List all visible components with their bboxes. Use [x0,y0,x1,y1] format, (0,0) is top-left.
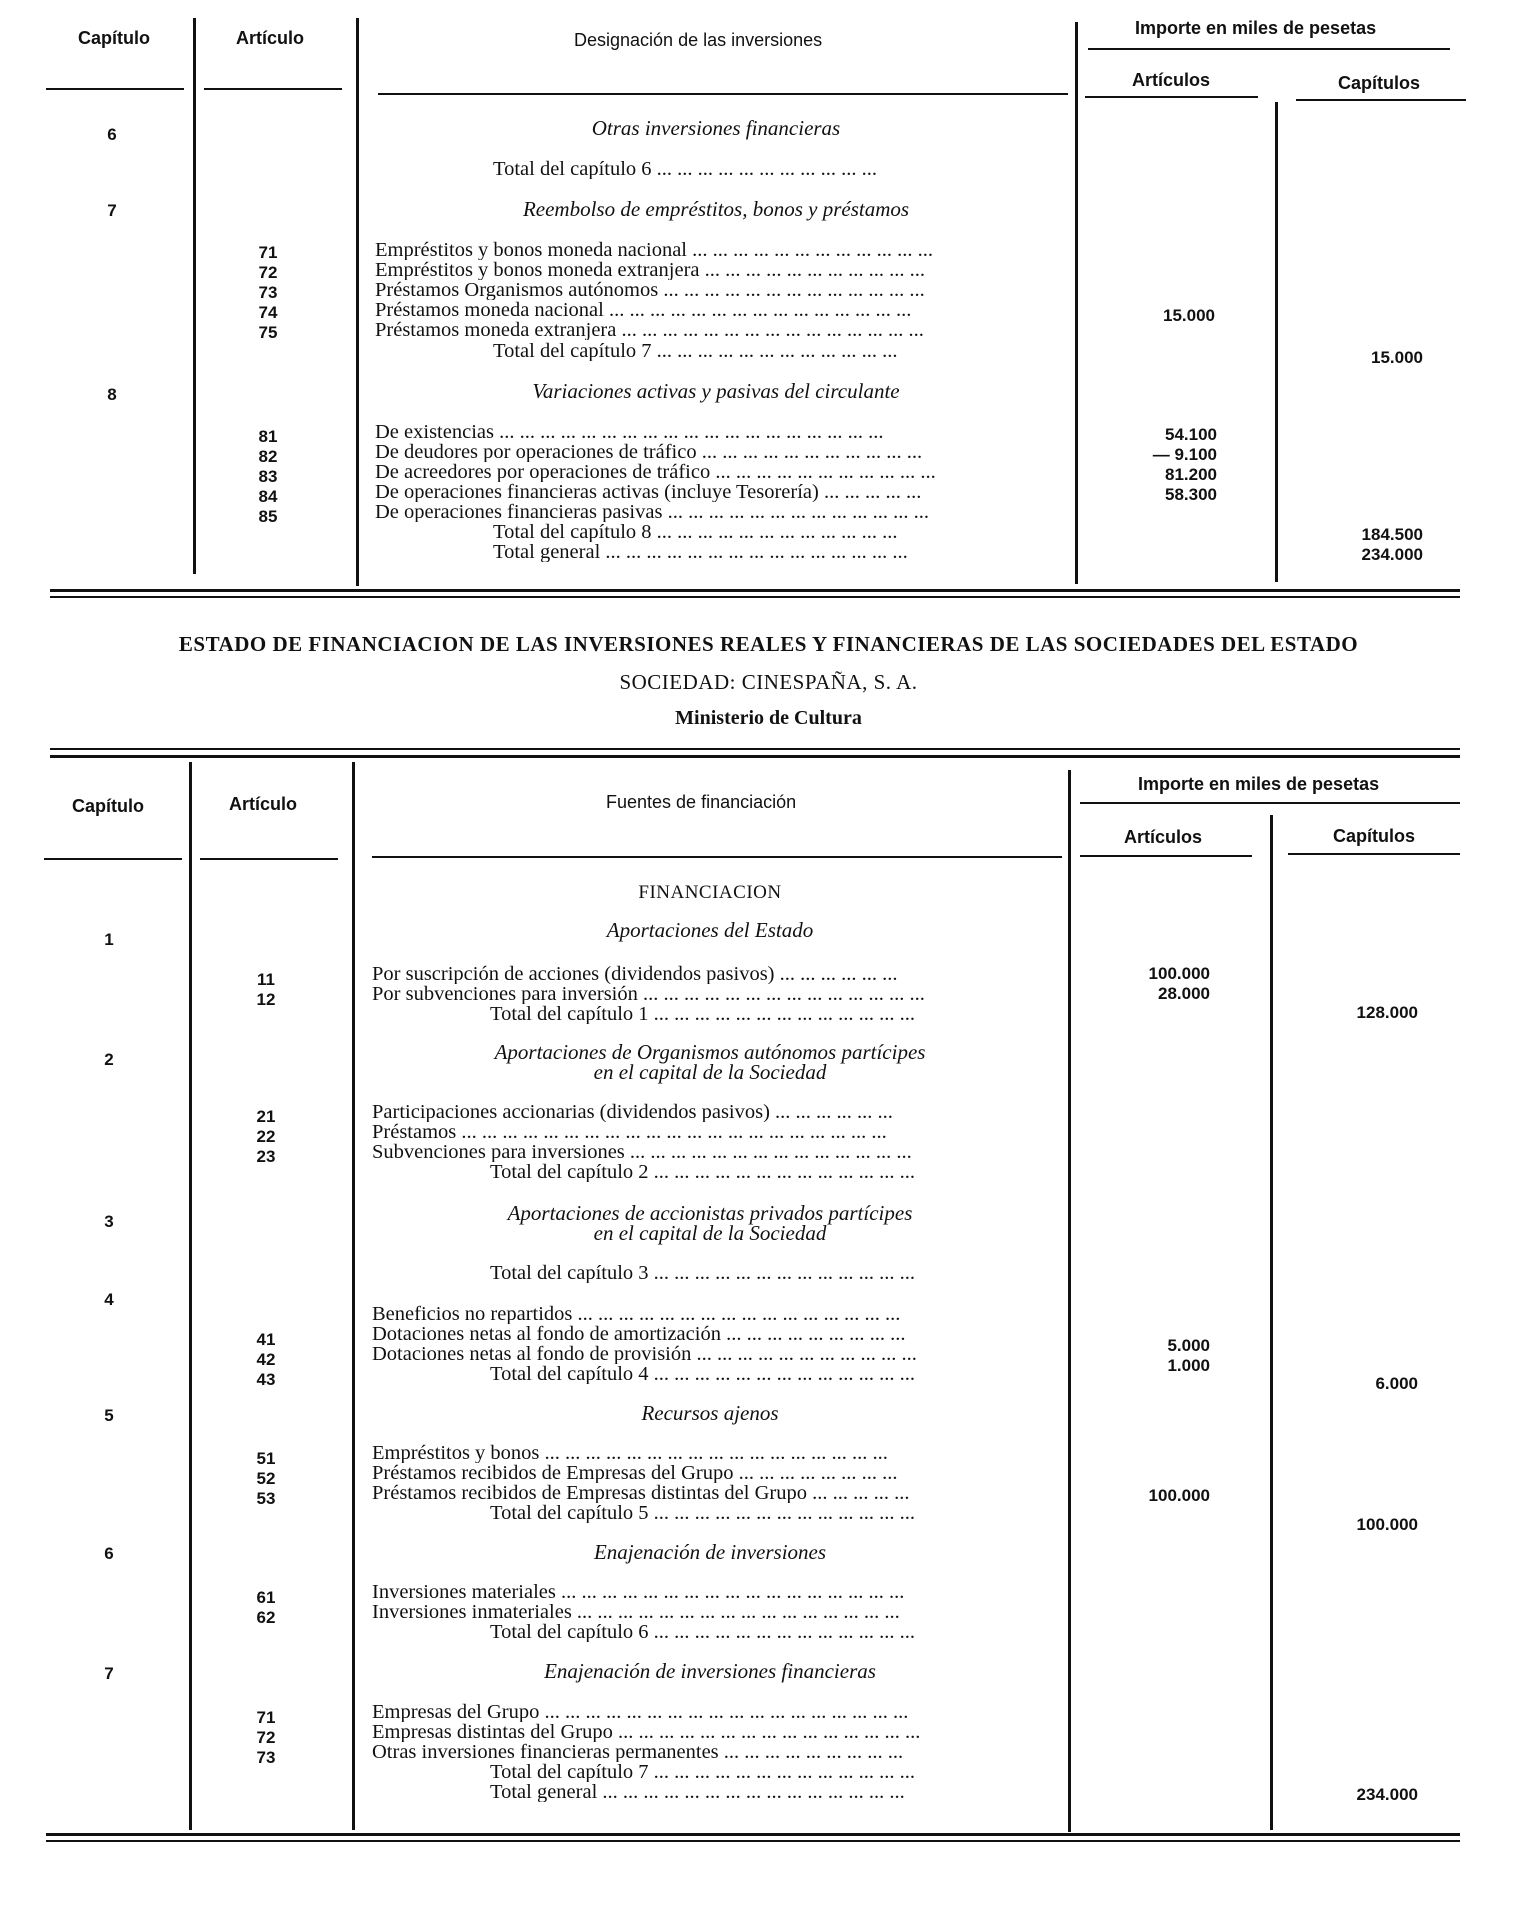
article-number: 62 [256,1608,276,1627]
chapter-total-amount: 15.000 [1371,348,1423,367]
article-description: Beneficios no repartidos ... ... ... ... ... ... ... ... ... ... ... ... ... ... ... ... [372,1304,901,1324]
chapter-title: en el capital de la Sociedad [593,1060,827,1084]
header-rule [1088,48,1450,50]
header-importe: Importe en miles de pesetas [1138,774,1380,794]
header-rule [372,856,1062,858]
article-amount: 81.200 [1165,465,1217,484]
article-amount: 1.000 [1167,1356,1210,1375]
article-number: 71 [256,1708,276,1727]
column-divider [1270,815,1273,1830]
chapter-number: 1 [104,930,114,949]
article-amount: 54.100 [1165,425,1217,444]
chapter-total-label: Total del capítulo 1 ... ... ... ... ... ... ... ... ... ... ... ... ... [490,1004,916,1024]
chapter-title: en el capital de la Sociedad [593,1221,827,1245]
article-amount: 100.000 [1148,964,1210,983]
chapter-title: Variaciones activas y pasivas del circulante [532,379,900,403]
article-number: 85 [258,507,278,526]
article-description: De existencias ... ... ... ... ... ... ... ... ... ... ... ... ... ... ... ... ... ... ... [375,422,884,442]
article-description: De operaciones financieras pasivas ... ... ... ... ... ... ... ... ... ... ... ... ... [375,502,929,522]
article-number: 83 [258,467,278,486]
chapter-title: Reembolso de empréstitos, bonos y préstamos [522,197,910,221]
grand-total-label: Total general ... ... ... ... ... ... ... ... ... ... ... ... ... ... ... [493,542,908,562]
chapter-total-label: Total del capítulo 6 ... ... ... ... ... ... ... ... ... ... ... [493,159,878,179]
chapter-title: Aportaciones del Estado [606,918,814,942]
header-capitulos: Capítulos [1333,826,1416,846]
table-top-rule [50,748,1460,750]
article-description: Préstamos moneda nacional ... ... ... ... ... ... ... ... ... ... ... ... ... ... ... [375,300,912,320]
article-description: Inversiones inmateriales ... ... ... ... ... ... ... ... ... ... ... ... ... ... ... ... [372,1602,900,1622]
column-divider [189,762,192,1830]
header-rule [200,858,338,860]
chapter-number: 7 [104,1664,114,1683]
article-description: Empresas del Grupo ... ... ... ... ... ... ... ... ... ... ... ... ... ... ... ... ... ... [372,1702,909,1722]
chapter-total-label: Total del capítulo 4 ... ... ... ... ... ... ... ... ... ... ... ... ... [490,1364,916,1384]
article-description: Subvenciones para inversiones ... ... ... ... ... ... ... ... ... ... ... ... ... ... [372,1142,912,1162]
chapter-number: 7 [107,201,117,220]
article-description: Por subvenciones para inversión ... ... ... ... ... ... ... ... ... ... ... ... ... ... [372,984,925,1004]
table-bottom-rule [50,596,1460,598]
article-number: 72 [256,1728,276,1747]
header-capitulos: Capítulos [1338,73,1421,93]
article-number: 72 [258,263,278,282]
chapter-number: 4 [104,1290,114,1309]
article-number: 43 [256,1370,276,1389]
article-description: Empréstitos y bonos moneda extranjera ... ... ... ... ... ... ... ... ... ... ... [375,260,925,280]
article-number: 51 [256,1449,276,1468]
article-amount: 5.000 [1167,1336,1210,1355]
chapter-total-amount: 128.000 [1356,1003,1418,1022]
document-title: ESTADO DE FINANCIACION DE LAS INVERSIONES REALES Y FINANCIERAS DE LAS SOCIEDADES DEL ESTADO [178,632,1359,656]
chapter-total-label: Total del capítulo 5 ... ... ... ... ... ... ... ... ... ... ... ... ... [490,1503,916,1523]
article-number: 11 [257,970,275,989]
header-rule [46,88,184,90]
header-articulo: Artículo [229,794,298,814]
chapter-total-amount: 184.500 [1361,525,1423,544]
article-description: Préstamos recibidos de Empresas distintas del Grupo ... ... ... ... ... [372,1483,910,1503]
chapter-number: 5 [104,1406,114,1425]
chapter-number: 3 [104,1212,114,1231]
article-number: 73 [256,1748,276,1767]
article-number: 75 [258,323,278,342]
article-number: 74 [258,303,278,322]
chapter-number: 6 [104,1544,114,1563]
article-description: Participaciones accionarias (dividendos pasivos) ... ... ... ... ... ... [372,1102,893,1122]
chapter-total-label: Total del capítulo 7 ... ... ... ... ... ... ... ... ... ... ... ... ... [490,1762,916,1782]
chapter-total-label: Total del capítulo 2 ... ... ... ... ... ... ... ... ... ... ... ... ... [490,1162,916,1182]
header-capitulo: Capítulo [78,28,150,48]
header-rule [204,88,342,90]
header-rule [1296,99,1466,101]
table-bottom-rule [46,1840,1460,1842]
chapter-number: 8 [107,385,117,404]
header-rule [1288,853,1460,855]
header-articulos: Artículos [1124,827,1203,847]
article-number: 82 [258,447,278,466]
header-rule [1085,96,1258,98]
header-importe: Importe en miles de pesetas [1135,18,1377,38]
chapter-title: Enajenación de inversiones financieras [544,1659,876,1683]
article-amount: 15.000 [1163,306,1215,325]
article-description: Empresas distintas del Grupo ... ... ... ... ... ... ... ... ... ... ... ... ... ... ... [372,1722,921,1742]
header-designacion: Designación de las inversiones [574,30,823,50]
table-top-rule [50,755,1460,758]
article-number: 12 [256,990,276,1009]
header-rule [44,858,182,860]
article-amount: 28.000 [1158,984,1210,1003]
chapter-title: Otras inversiones financieras [591,116,841,140]
article-description: Préstamos moneda extranjera ... ... ... ... ... ... ... ... ... ... ... ... ... ... ... [375,320,924,340]
chapter-title: Aportaciones de Organismos autónomos partícipes [494,1040,926,1064]
header-rule [378,93,1068,95]
article-number: 52 [256,1469,276,1488]
column-divider [1068,770,1071,1832]
chapter-total-label: Total del capítulo 6 ... ... ... ... ... ... ... ... ... ... ... ... ... [490,1622,916,1642]
header-articulo: Artículo [236,28,305,48]
column-divider [1275,102,1278,582]
chapter-total-label: Total del capítulo 3 ... ... ... ... ... ... ... ... ... ... ... ... ... [490,1263,916,1283]
article-amount: 100.000 [1148,1486,1210,1505]
article-description: De deudores por operaciones de tráfico ... ... ... ... ... ... ... ... ... ... ... [375,442,923,462]
article-number: 84 [258,487,278,506]
article-number: 53 [256,1489,276,1508]
header-fuentes: Fuentes de financiación [606,792,797,812]
chapter-title: Aportaciones de accionistas privados partícipes [507,1201,913,1225]
article-description: Préstamos Organismos autónomos ... ... ... ... ... ... ... ... ... ... ... ... ... [375,280,925,300]
article-description: Empréstitos y bonos ... ... ... ... ... ... ... ... ... ... ... ... ... ... ... ... ... [372,1443,888,1463]
ministry-name: Ministerio de Cultura [675,707,862,729]
article-description: De acreedores por operaciones de tráfico ... ... ... ... ... ... ... ... ... ... ... [375,462,936,482]
header-rule [1080,802,1460,804]
company-name: SOCIEDAD: CINESPAÑA, S. A. [619,670,918,694]
article-number: 42 [256,1350,276,1369]
chapter-total-label: Total del capítulo 8 ... ... ... ... ... ... ... ... ... ... ... ... [493,522,898,542]
grand-total-label: Total general ... ... ... ... ... ... ... ... ... ... ... ... ... ... ... [490,1782,905,1802]
header-articulos: Artículos [1132,70,1211,90]
article-description: Inversiones materiales ... ... ... ... ... ... ... ... ... ... ... ... ... ... ... ... ... [372,1582,905,1602]
article-number: 22 [256,1127,276,1146]
chapter-number: 6 [107,125,117,144]
article-number: 61 [256,1588,276,1607]
article-number: 71 [258,243,278,262]
grand-total-amount: 234.000 [1356,1785,1418,1804]
article-description: Por suscripción de acciones (dividendos pasivos) ... ... ... ... ... ... [372,964,898,984]
article-description: Otras inversiones financieras permanentes ... ... ... ... ... ... ... ... ... [372,1742,904,1762]
article-number: 81 [258,427,278,446]
article-number: 21 [256,1107,276,1126]
chapter-title: Enajenación de inversiones [593,1540,827,1564]
article-description: Préstamos ... ... ... ... ... ... ... ... ... ... ... ... ... ... ... ... ... ... ... ... ... [372,1122,887,1142]
article-description: Dotaciones netas al fondo de amortización ... ... ... ... ... ... ... ... ... [372,1324,906,1344]
column-divider [356,18,359,586]
section-heading: FINANCIACION [638,882,782,903]
article-description: Empréstitos y bonos moneda nacional ... ... ... ... ... ... ... ... ... ... ... ... [375,240,933,260]
article-description: Préstamos recibidos de Empresas del Grupo ... ... ... ... ... ... ... ... [372,1463,898,1483]
article-description: De operaciones financieras activas (incluye Tesorería) ... ... ... ... ... [375,482,922,502]
chapter-number: 2 [104,1050,114,1069]
column-divider [193,18,196,574]
article-description: Dotaciones netas al fondo de provisión ... ... ... ... ... ... ... ... ... ... ... [372,1344,917,1364]
chapter-title: Recursos ajenos [641,1401,779,1425]
chapter-total-amount: 100.000 [1356,1515,1418,1534]
header-rule [1080,855,1252,857]
table-bottom-rule [50,589,1460,592]
article-number: 41 [256,1330,276,1349]
header-capitulo: Capítulo [72,796,144,816]
article-amount: — 9.100 [1152,445,1217,464]
article-number: 73 [258,283,278,302]
table-bottom-rule [46,1833,1460,1836]
chapter-total-amount: 6.000 [1375,1374,1418,1393]
grand-total-amount: 234.000 [1361,545,1423,564]
chapter-total-label: Total del capítulo 7 ... ... ... ... ... ... ... ... ... ... ... ... [493,341,898,361]
article-number: 23 [256,1147,276,1166]
column-divider [352,762,355,1830]
article-amount: 58.300 [1165,485,1217,504]
